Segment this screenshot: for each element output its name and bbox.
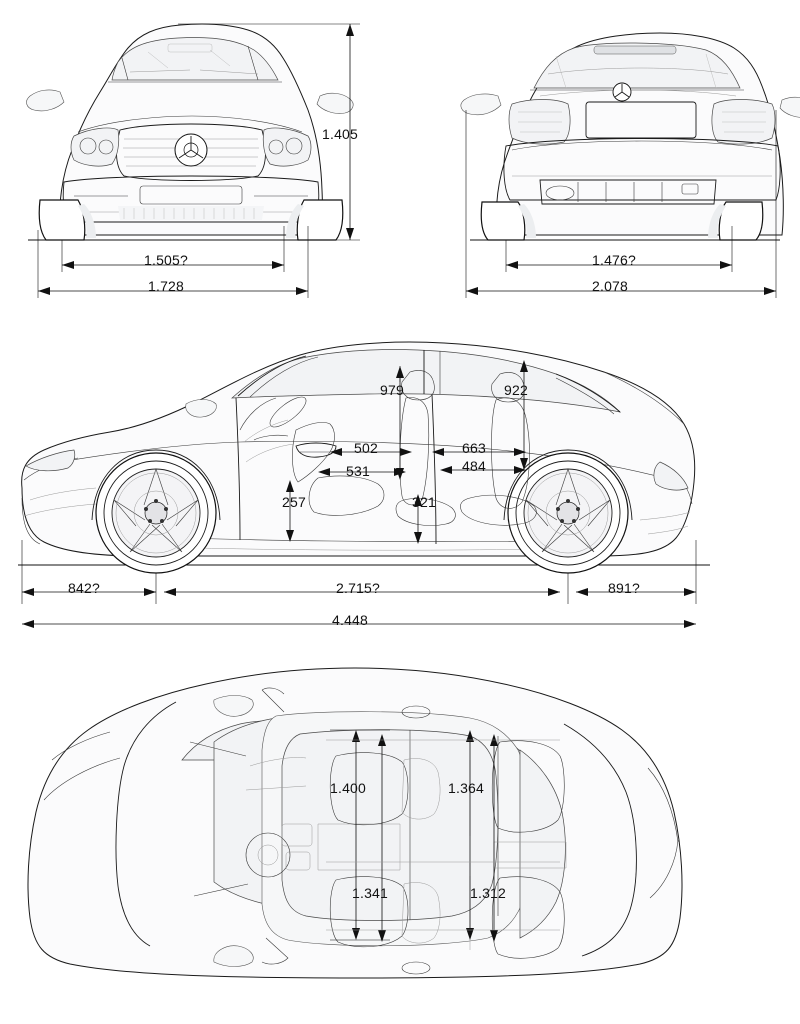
front-width-label: 1.728 [148, 278, 185, 294]
seat-height-rear-label: 321 [412, 494, 436, 510]
rear-shoulder-room-label: 1.341 [352, 885, 389, 901]
rear-width-label: 2.078 [592, 278, 629, 294]
front-legroom-upper-label: 502 [354, 440, 378, 456]
front-legroom-lower-label: 531 [346, 463, 370, 479]
front-shoulder-room-label: 1.400 [330, 780, 367, 796]
front-elbow-room-label: 1.364 [448, 780, 485, 796]
rear-legroom-upper-label: 663 [462, 440, 486, 456]
wheelbase-label: 2.715? [336, 580, 381, 596]
front-headroom-label: 979 [380, 382, 404, 398]
front-overhang-label: 842? [68, 580, 100, 596]
front-track-label: 1.505? [144, 252, 189, 268]
front-height-label: 1.405 [322, 126, 359, 142]
front-view-group [27, 24, 360, 298]
rear-headroom-label: 922 [504, 382, 528, 398]
rear-overhang-label: 891? [608, 580, 640, 596]
rear-legroom-lower-label: 484 [462, 458, 486, 474]
top-view-group [28, 668, 682, 978]
rear-elbow-room-label: 1.312 [470, 885, 507, 901]
overall-length-label: 4.448 [332, 612, 369, 628]
rear-track-label: 1.476? [592, 252, 637, 268]
seat-height-front-label: 257 [282, 494, 306, 510]
